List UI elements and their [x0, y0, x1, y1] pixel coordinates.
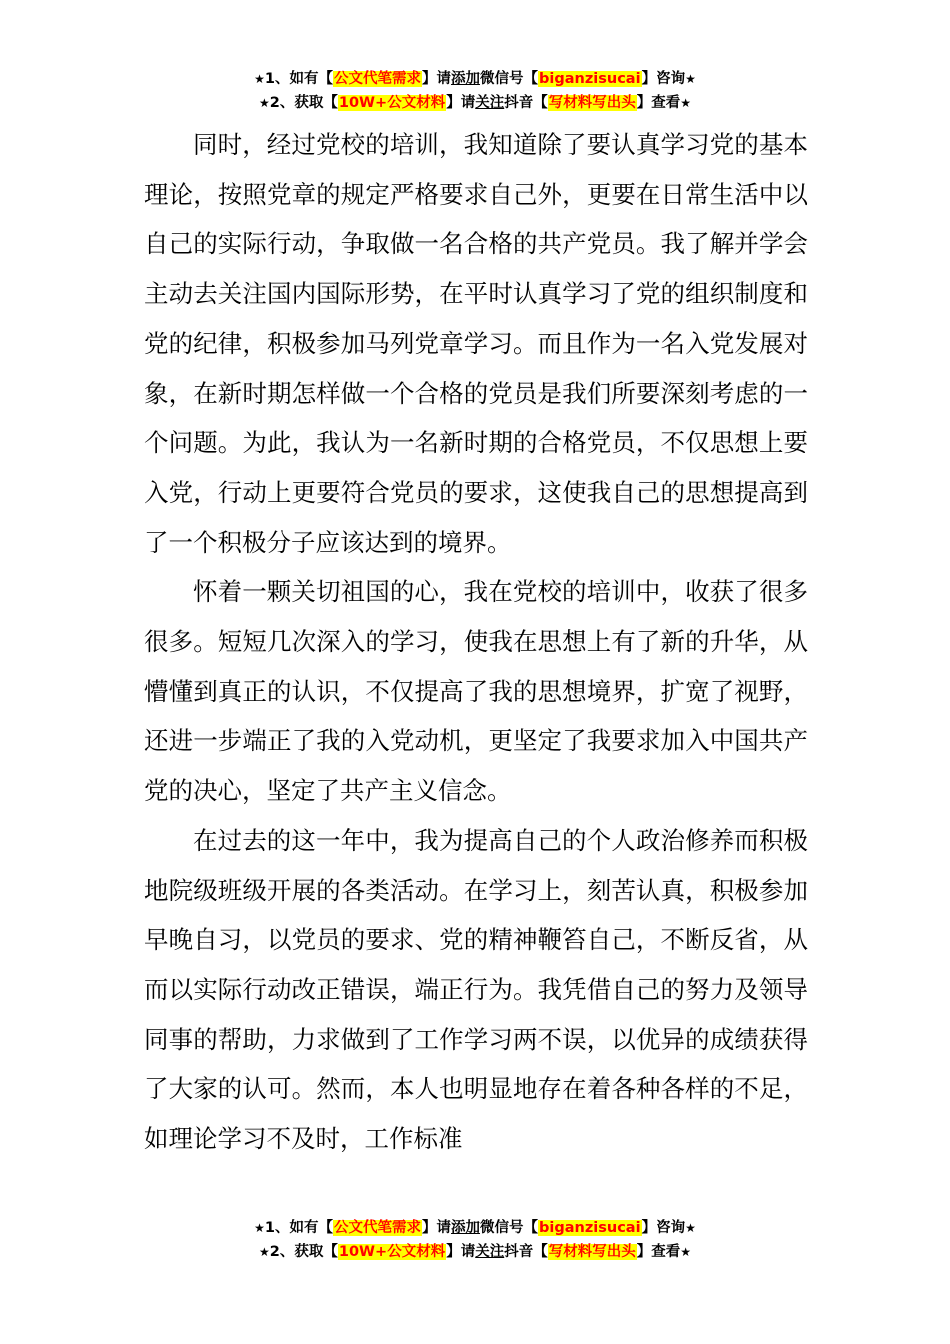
star-icon: ★ — [254, 72, 265, 86]
star-icon: ★ — [254, 1221, 265, 1235]
star-icon: ★ — [685, 72, 696, 86]
star-icon: ★ — [259, 1245, 270, 1259]
ad-line-douyin — [0, 1240, 950, 1264]
paragraph: 怀着一颗关切祖国的心，我在党校的培训中，收获了很多很多。短短几次深入的学习，使我在思想上有了新的升华，从懵懂到真正的认识，不仅提高了我的思想境界，扩宽了视野，还进一步端正了我的入党动机，更坚定了我要求加入中国共产党的决心，坚定了共产主义信念。 — [144, 577, 808, 806]
ad-emphasis: 关注 — [475, 95, 505, 111]
star-icon: ★ — [680, 96, 691, 110]
ad-text: 】查看 — [636, 95, 681, 111]
ad-text: 】查看 — [636, 1244, 681, 1260]
paragraph: 在过去的这一年中，我为提高自己的个人政治修养而积极地院级班级开展的各类活动。在学习上，刻苦认真，积极参加早晚自习，以党员的要求、党的精神鞭笞自己，不断反省，从而以实际行动改正错误，端正行为。我凭借自己的努力及领导同事的帮助，力求做到了工作学习两不误，以优异的成绩获得了大家的认可。然而，本人也明显地存在着各种各样的不足，如理论学习不及时，工作标准 — [144, 825, 808, 1154]
star-icon: ★ — [259, 96, 270, 110]
ad-line-douyin — [0, 91, 950, 115]
document-body — [144, 120, 808, 1164]
ad-highlight: 10W+公文材料 — [338, 95, 446, 111]
ad-text: 1、如有【 — [264, 1220, 334, 1236]
ad-text: 】咨询 — [641, 1220, 686, 1236]
ad-emphasis: 添加 — [451, 71, 481, 87]
ad-text: 抖音【 — [504, 1244, 548, 1260]
ad-text: 微信号【 — [480, 1220, 539, 1236]
ad-line-wechat — [0, 1216, 950, 1240]
ad-text: 】请 — [422, 71, 452, 87]
ad-douyin-account: 写材料写出头 — [548, 95, 636, 111]
ad-wechat-id: biganzisucai — [539, 1220, 641, 1236]
ad-wechat-id: biganzisucai — [539, 71, 641, 87]
ad-emphasis: 关注 — [475, 1244, 505, 1260]
bottom-ad-banner — [0, 1216, 950, 1264]
star-icon: ★ — [685, 1221, 696, 1235]
ad-line-wechat — [0, 67, 950, 91]
top-ad-banner — [0, 67, 950, 115]
ad-douyin-account: 写材料写出头 — [548, 1244, 636, 1260]
ad-text: 抖音【 — [504, 95, 548, 111]
ad-text: 2、获取【 — [269, 95, 338, 111]
ad-text: 】请 — [422, 1220, 452, 1236]
ad-highlight: 公文代笔需求 — [334, 71, 422, 87]
ad-emphasis: 添加 — [451, 1220, 481, 1236]
ad-text: 】请 — [446, 1244, 476, 1260]
paragraph: 同时，经过党校的培训，我知道除了要认真学习党的基本理论，按照党章的规定严格要求自己外，更要在日常生活中以自己的实际行动，争取做一名合格的共产党员。我了解并学会主动去关注国内国际形势，在平时认真学习了党的组织制度和党的纪律，积极参加马列党章学习。而且作为一名入党发展对象，在新时期怎样做一个合格的党员是我们所要深刻考虑的一个问题。为此，我认为一名新时期的合格党员，不仅思想上要入党，行动上更要符合党员的要求，这使我自己的思想提高到了一个积极分子应该达到的境界。 — [144, 130, 808, 557]
star-icon: ★ — [680, 1245, 691, 1259]
ad-text: 2、获取【 — [269, 1244, 338, 1260]
ad-text: 】咨询 — [641, 71, 686, 87]
ad-text: 】请 — [446, 95, 476, 111]
ad-highlight: 10W+公文材料 — [338, 1244, 446, 1260]
ad-text: 1、如有【 — [264, 71, 334, 87]
ad-highlight: 公文代笔需求 — [334, 1220, 422, 1236]
ad-text: 微信号【 — [480, 71, 539, 87]
